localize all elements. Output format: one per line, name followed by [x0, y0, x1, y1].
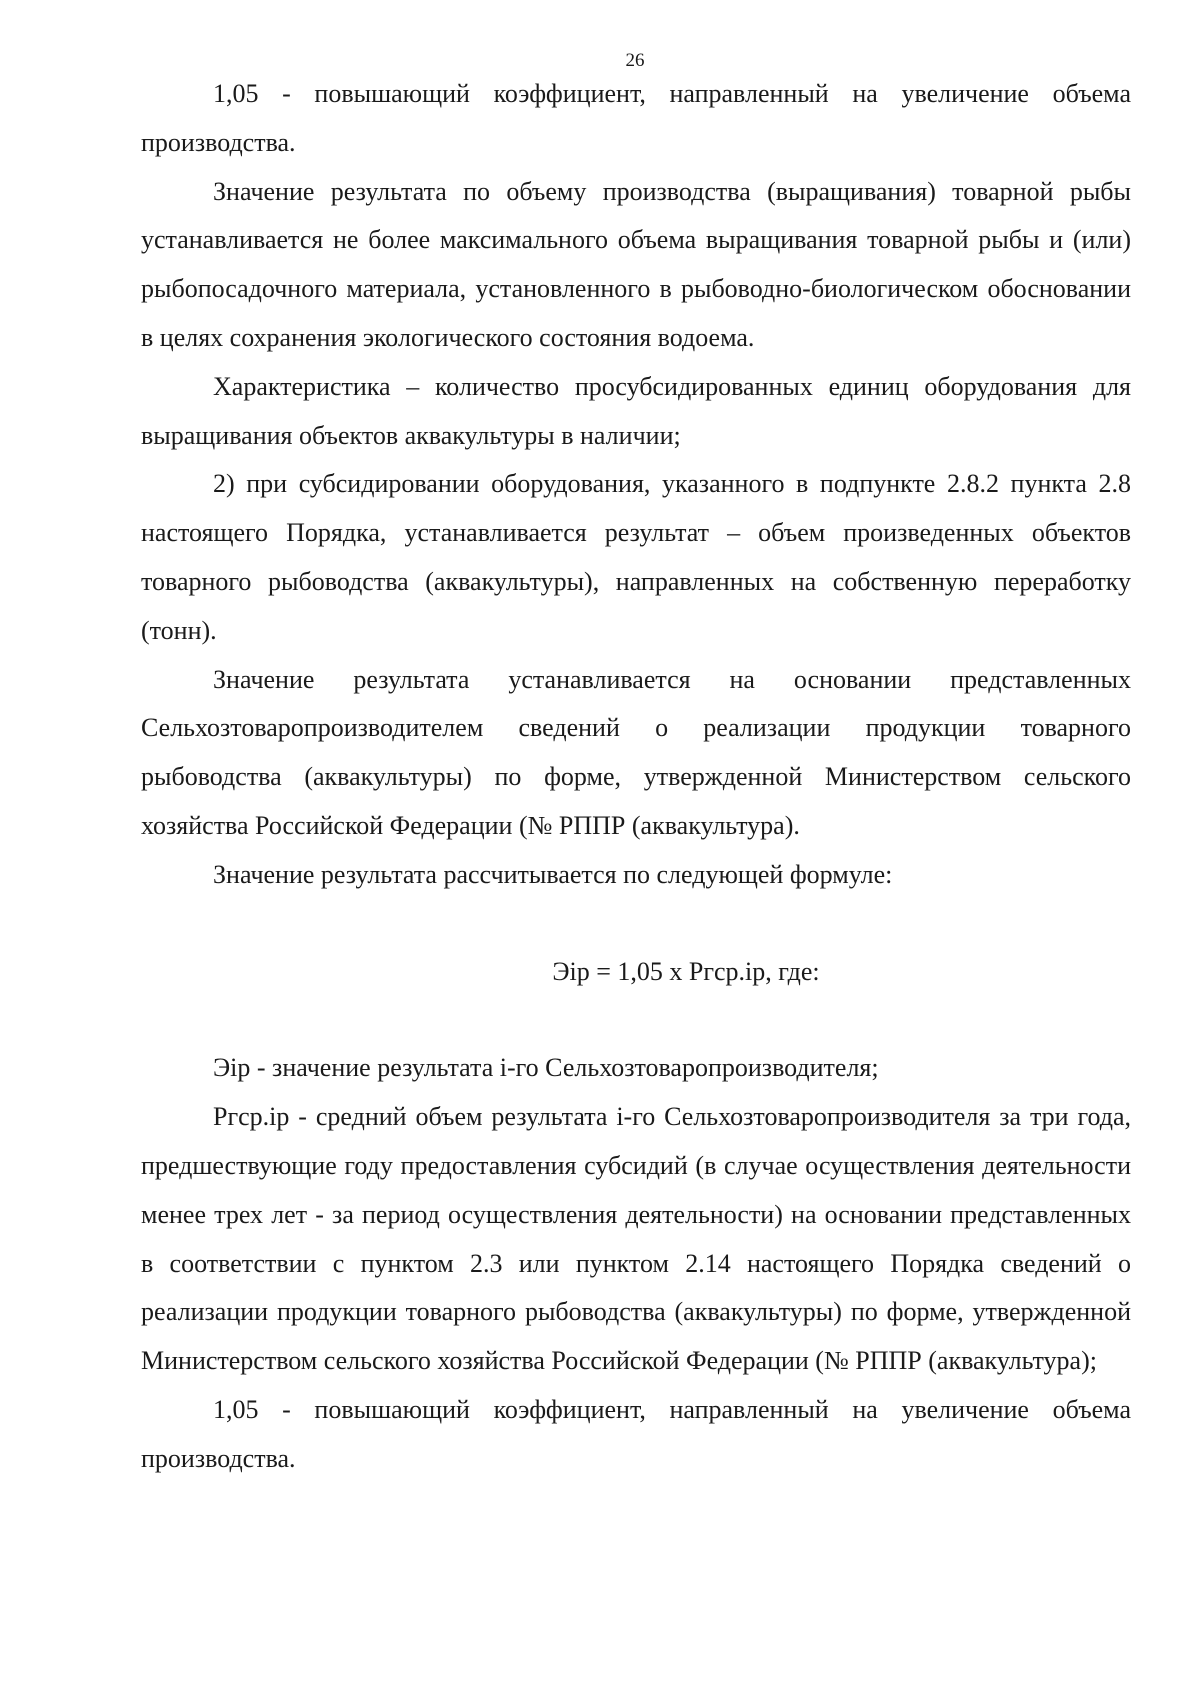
paragraph-prcp-definition: Ргср.iр - средний объем результата i-го Сельхозтоваропроизводителя за три года, предшествующие году предоставления субсидий (в случае осуществления деятельности менее трех лет - за период осуществления деятельности) на основании представленных в соответствии с пунктом 2.3 или пунктом 2.14 настоящего Порядка сведений о реализации продукции товарного рыбоводства (аквакультуры) по форме, утвержденной Министерством сельского хозяйства Российской Федерации (№ РППР (аквакультура);: [141, 1102, 1131, 1376]
formula: Эiр = 1,05 х Ргср.iр, где:: [552, 956, 820, 986]
paragraph-result-basis: Значение результата устанавливается на основании представленных Сельхозтоваропроизводителем сведений о реализации продукции товарного рыбоводства (аквакультуры) по форме, утвержденной Министерством сельского хозяйства Российской Федерации (№ РППР (аквакультура).: [141, 664, 1131, 840]
paragraph-eir-definition: Эiр - значение результата i-го Сельхозтоваропроизводителя;: [213, 1053, 879, 1083]
paragraph-formula-intro: Значение результата рассчитывается по следующей формуле:: [213, 859, 893, 889]
document-body: [141, 70, 1131, 1484]
paragraph-item-2: 2) при субсидировании оборудования, указанного в подпункте 2.8.2 пункта 2.8 настоящего Порядка, устанавливается результат – объем произведенных объектов товарного рыбоводства (аквакультуры), направленных на собственную переработку (тонн).: [141, 469, 1131, 645]
paragraph-characteristic: Характеристика – количество просубсидированных единиц оборудования для выращивания объектов аквакультуры в наличии;: [141, 371, 1131, 450]
paragraph-production-volume: Значение результата по объему производства (выращивания) товарной рыбы устанавливается не более максимального объема выращивания товарной рыбы и (или) рыбопосадочного материала, установленного в рыбоводно-биологическом обосновании в целях сохранения экологического состояния водоема.: [141, 176, 1131, 352]
paragraph-coefficient-note-final: 1,05 - повышающий коэффициент, направленный на увеличение объема производства.: [141, 1394, 1131, 1473]
paragraph-coefficient-note: 1,05 - повышающий коэффициент, направленный на увеличение объема производства.: [141, 79, 1131, 157]
page-number: 26: [625, 50, 645, 71]
